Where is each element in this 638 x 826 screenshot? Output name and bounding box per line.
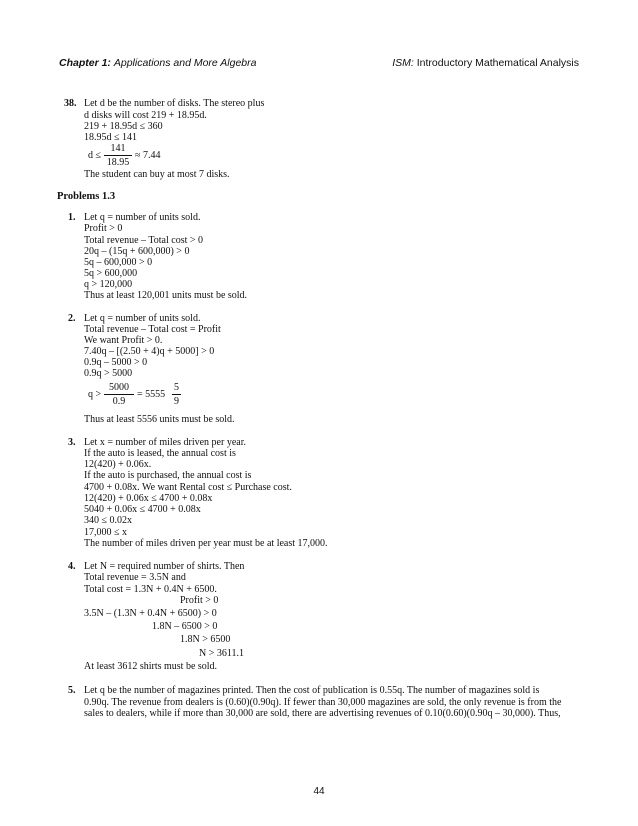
problem-5-number: 5.	[68, 685, 76, 696]
fraction-bar	[104, 155, 132, 156]
p2-conclusion: Thus at least 5556 units must be sold.	[84, 414, 235, 425]
p38-frac-numerator: 141	[110, 143, 126, 154]
p3-line: If the auto is leased, the annual cost is	[84, 448, 236, 459]
problem-3-number: 3.	[68, 437, 76, 448]
p4-conclusion: At least 3612 shirts must be sold.	[84, 661, 218, 672]
p4-line: Let N = required number of shirts. Then	[84, 561, 245, 572]
p5-paragraph: Let q be the number of magazines printed. Then the cost of publication is 0.55q. The number of magazines sold is 0.90q. The revenue from dealers is (0.60)(0.90q). If fewer than 30,000 magazines are sold, the only revenue is from the sales to dealers, while if more than 30,000 are sold, there are advertising revenues of 0.10(0.60)(0.90q – 30,000). Thus,	[84, 685, 562, 720]
problem-38-number: 38.	[64, 98, 77, 109]
p2-line: We want Profit > 0.	[84, 335, 163, 346]
p38-frac-denominator: 18.95	[106, 157, 130, 169]
p2-frac-denominator: 0.9	[112, 396, 126, 408]
p38-line: 219 + 18.95d ≤ 360	[84, 121, 163, 132]
p4-step: Profit > 0	[180, 595, 219, 606]
p1-line: Let q = number of units sold.	[84, 212, 201, 223]
p1-line: 20q – (15q + 600,000) > 0	[84, 246, 190, 257]
p2-frac-numerator: 5000	[109, 382, 129, 393]
p3-line: If the auto is purchased, the annual cost is	[84, 470, 252, 481]
p3-line: 340 ≤ 0.02x	[84, 515, 132, 526]
p3-line: 12(420) + 0.06x ≤ 4700 + 0.08x	[84, 493, 213, 504]
p3-line: 5040 + 0.06x ≤ 4700 + 0.08x	[84, 504, 201, 515]
p2-line: 7.40q – [(2.50 + 4)q + 5000] > 0	[84, 346, 215, 357]
p2-frac2-denominator: 9	[174, 396, 179, 408]
header-book	[392, 57, 579, 69]
page-number: 44	[313, 786, 325, 797]
p2-frac2-numerator: 5	[174, 382, 179, 393]
running-header	[59, 57, 579, 71]
p38-line: d disks will cost 219 + 18.95d.	[84, 110, 207, 121]
p2-line: Total revenue – Total cost = Profit	[84, 324, 221, 335]
p38-conclusion: The student can buy at most 7 disks.	[84, 169, 230, 180]
fraction-bar	[172, 394, 181, 395]
p3-line: 17,000 ≤ x	[84, 527, 127, 538]
p3-line: Let x = number of miles driven per year.	[84, 437, 246, 448]
section-heading: Problems 1.3	[57, 191, 116, 202]
p1-line: 5q – 600,000 > 0	[84, 257, 153, 268]
p3-line: 12(420) + 0.06x.	[84, 459, 152, 470]
header-book-label: ISM:	[392, 57, 414, 69]
p38-fraction	[104, 143, 132, 168]
p3-line: The number of miles driven per year must be at least 17,000.	[84, 538, 328, 549]
p3-line: 4700 + 0.08x. We want Rental cost ≤ Purchase cost.	[84, 482, 292, 493]
p4-line: Total cost = 1.3N + 0.4N + 6500.	[84, 584, 217, 595]
p4-line: Total revenue = 3.5N and	[84, 572, 186, 583]
p1-line: 5q > 600,000	[84, 268, 138, 279]
p38-line: Let d be the number of disks. The stereo plus	[84, 98, 265, 109]
header-chapter	[59, 57, 256, 69]
problem-2-number: 2.	[68, 313, 76, 324]
p2-line: 0.9q > 5000	[84, 368, 133, 379]
p1-line: Total revenue – Total cost > 0	[84, 235, 204, 246]
p4-step: 3.5N – (1.3N + 0.4N + 6500) > 0	[84, 608, 217, 619]
p2-fraction	[104, 382, 134, 407]
p2-fraction-2	[172, 382, 181, 407]
header-chapter-label: Chapter 1:	[59, 57, 111, 69]
p2-line: 0.9q – 5000 > 0	[84, 357, 148, 368]
header-book-title: Introductory Mathematical Analysis	[416, 57, 579, 69]
p4-step: N > 3611.1	[199, 648, 244, 659]
p38-line: 18.95d ≤ 141	[84, 132, 137, 143]
fraction-bar	[104, 394, 134, 395]
p4-step: 1.8N > 6500	[180, 634, 231, 645]
p38-frac-lhs: d ≤	[88, 150, 101, 161]
p2-frac-mid: = 5555	[137, 389, 166, 400]
p1-line: Profit > 0	[84, 223, 123, 234]
problem-4-number: 4.	[68, 561, 76, 572]
header-chapter-title: Applications and More Algebra	[113, 57, 257, 69]
p38-frac-rhs: ≈ 7.44	[135, 150, 161, 161]
problem-1-number: 1.	[68, 212, 76, 223]
p1-line: q > 120,000	[84, 279, 133, 290]
p2-line: Let q = number of units sold.	[84, 313, 201, 324]
p1-line: Thus at least 120,001 units must be sold.	[84, 290, 248, 301]
p2-frac-lhs: q >	[88, 389, 102, 400]
p4-step: 1.8N – 6500 > 0	[152, 621, 218, 632]
